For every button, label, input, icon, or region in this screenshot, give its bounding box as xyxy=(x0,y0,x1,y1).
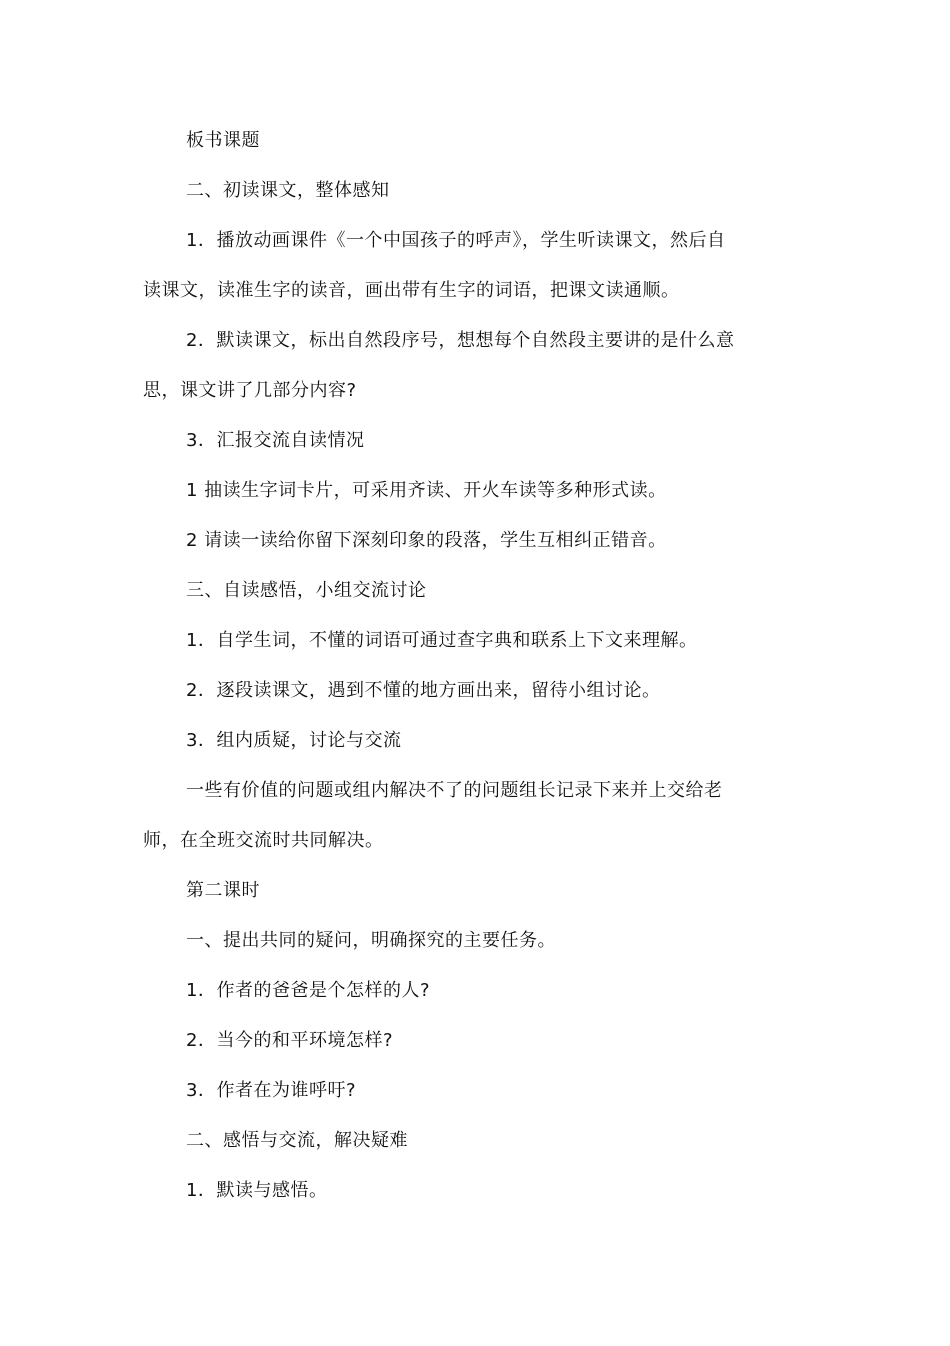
text-line: 思，课文讲了几部分内容? xyxy=(143,380,357,401)
text-line: 读课文，读准生字的读音，画出带有生字的词语，把课文读通顺。 xyxy=(143,280,680,301)
text-line: 2．默读课文，标出自然段序号，想想每个自然段主要讲的是什么意 xyxy=(186,330,735,351)
section-heading: 一、提出共同的疑问，明确探究的主要任务。 xyxy=(186,930,556,951)
section-heading: 二、初读课文，整体感知 xyxy=(186,180,390,201)
section-heading: 第二课时 xyxy=(186,880,260,901)
text-line: 2．逐段读课文，遇到不懂的地方画出来，留待小组讨论。 xyxy=(186,680,661,701)
text-line: 师，在全班交流时共同解决。 xyxy=(143,830,384,851)
text-line: 3．汇报交流自读情况 xyxy=(186,430,365,451)
text-line: 1 抽读生字词卡片，可采用齐读、开火车读等多种形式读。 xyxy=(186,480,667,501)
text-line: 一些有价值的问题或组内解决不了的问题组长记录下来并上交给老 xyxy=(186,780,723,801)
text-line: 1．播放动画课件《一个中国孩子的呼声》，学生听读课文，然后自 xyxy=(186,230,726,251)
text-line: 3．组内质疑，讨论与交流 xyxy=(186,730,402,751)
section-heading: 三、自读感悟，小组交流讨论 xyxy=(186,580,427,601)
text-line: 2 请读一读给你留下深刻印象的段落，学生互相纠正错音。 xyxy=(186,530,667,551)
text-line: 3．作者在为谁呼吁? xyxy=(186,1080,357,1101)
text-line: 板书课题 xyxy=(186,130,260,151)
text-line: 1．自学生词，不懂的词语可通过查字典和联系上下文来理解。 xyxy=(186,630,698,651)
text-line: 1．默读与感悟。 xyxy=(186,1180,328,1201)
section-heading: 二、感悟与交流，解决疑难 xyxy=(186,1130,408,1151)
text-line: 2．当今的和平环境怎样? xyxy=(186,1030,394,1051)
text-line: 1．作者的爸爸是个怎样的人? xyxy=(186,980,431,1001)
